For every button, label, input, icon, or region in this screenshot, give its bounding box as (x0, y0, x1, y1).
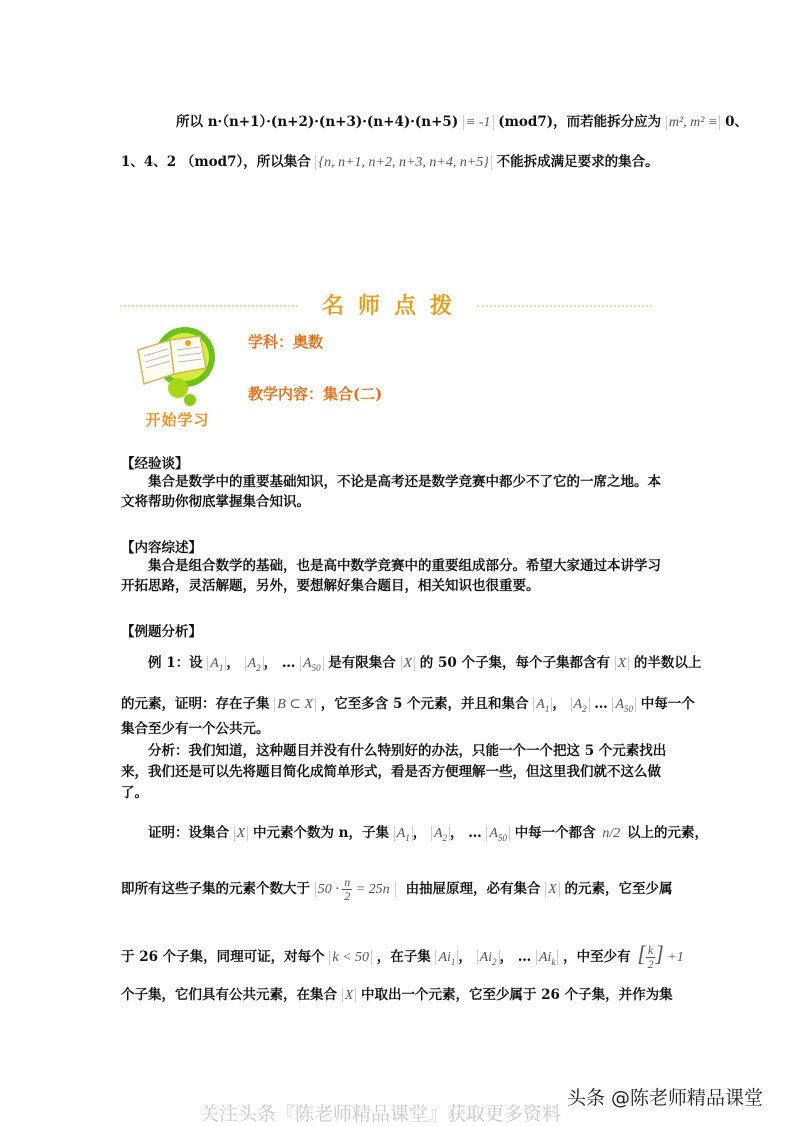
congruence-math: ≡ -1 (463, 115, 494, 130)
math-50-n-over-2: 50 · $\frac{n}{2} = 25n$ (315, 882, 396, 897)
text-segment: ，中至少有 (563, 949, 631, 965)
example-1-line-1 (148, 653, 701, 678)
math-X: X (342, 988, 357, 1003)
divider-right (477, 305, 652, 307)
top-line-1 (176, 112, 748, 133)
text-segment: ， (412, 825, 427, 841)
text-segment: … (468, 825, 482, 841)
text-segment: 以上的元素， (626, 825, 708, 841)
banner-title: 名师点拨 (322, 293, 467, 319)
math-A50: $A_{50}$ (486, 826, 510, 841)
text-segment: … (517, 949, 532, 965)
text-segment: 的元素，证明：存在子集 (121, 696, 270, 712)
math-Ai2: $Ai_2$ (477, 950, 500, 965)
text-segment: 中每一个都含 (514, 825, 596, 841)
example-1-line-2 (121, 694, 695, 719)
text-segment: ， (552, 696, 566, 712)
icon-caption: 开始学习 (145, 411, 210, 429)
analysis-line-1: 分析：我们知道，这种题目并没有什么特别好的办法，只能一个一个把这 5 个元素找出 (148, 743, 667, 759)
text-segment: ，它至多含 5 个元素，并且和集合 (320, 696, 529, 712)
text-segment: ， (499, 949, 514, 965)
start-learning-icon (130, 322, 225, 427)
text-segment: 0、 (725, 114, 749, 130)
math-Aik: $Ai_k$ (536, 950, 558, 965)
proof-line-2 (121, 872, 673, 907)
text-segment: 中每一个 (640, 696, 695, 712)
math-A2: $A_2$ (245, 656, 264, 671)
text-segment: … (281, 655, 296, 671)
math-A2: $A_2$ (431, 826, 450, 841)
math-X: X (401, 656, 416, 671)
experience-line-1: 集合是数学中的重要基础知识，不论是高考还是数学竞赛中都少不了它的一席之地。本 (148, 474, 661, 490)
footer-promo: 关注头条『陈老师精品课堂』获取更多资料 (200, 1103, 562, 1125)
text-segment: ，在子集 (376, 949, 431, 965)
math-A1: $A_1$ (207, 656, 226, 671)
text-segment: ， (450, 825, 464, 841)
math-A50: $A_{50}$ (300, 656, 324, 671)
section-heading-examples: 【例题分析】 (121, 624, 202, 640)
text-segment: 由抽屉原理，必有集合 (405, 881, 541, 897)
math-A1: $A_1$ (533, 697, 552, 712)
text-segment: 例 1：设 (148, 655, 203, 671)
product-expression: 所以 n·（n+1）·(n+2)·(n+3)·(n+4)·(n+5) (176, 114, 459, 130)
math-Ai1: $Ai_1$ (435, 950, 458, 965)
text-segment: ， (458, 949, 472, 965)
text-segment: (mod7)，而若能拆分应为 (498, 114, 662, 130)
text-segment: 1、4、2 （mod7），所以集合 (121, 154, 311, 170)
analysis-line-2: 来，我们还是可以先将题目简化成简单形式，看是否方便理解一些，但这里我们就不这么做 (121, 764, 661, 780)
divider-left (120, 305, 298, 307)
content-label: 教学内容：集合(二) (248, 385, 383, 403)
overview-line-1: 集合是组合数学的基础，也是高中数学竞赛中的重要组成部分。希望大家通过本讲学习 (148, 558, 661, 574)
text-segment: 的元素，它至少属 (564, 881, 673, 897)
math-A50: $A_{50}$ (612, 697, 636, 712)
set-math: {n, n+1, n+2, n+3, n+4, n+5} (315, 155, 491, 170)
analysis-line-3: 了。 (121, 785, 148, 801)
text-segment: 不能拆成满足要求的集合。 (496, 154, 659, 170)
math-floor-k-over-2-plus-1: [ $\frac{k}{2}] +1$ (637, 941, 684, 972)
text-segment: 个子集，它们具有公共元素，在集合 (121, 987, 337, 1003)
section-heading-experience: 【经验谈】 (121, 456, 189, 472)
section-heading-overview: 【内容综述】 (121, 540, 202, 556)
top-line-2 (121, 152, 659, 173)
proof-line-3 (121, 937, 686, 979)
book-icon (130, 322, 225, 407)
proof-line-4 (121, 985, 673, 1006)
overview-line-2: 开拓思路，灵活解题，另外，要想解好集合题目，相关知识也很重要。 (121, 578, 540, 594)
proof-line-1 (148, 823, 708, 848)
text-segment: 即所有这些子集的元素个数大于 (121, 881, 310, 897)
math-X: X (545, 882, 560, 897)
text-segment: 中元素个数为 n，子集 (252, 825, 389, 841)
math-n-over-2: n/2 (602, 826, 621, 841)
math-B-subset-X: B ⊂ X (274, 697, 316, 712)
math-X: X (234, 826, 249, 841)
text-segment: ， (226, 655, 240, 671)
text-segment: 证明：设集合 (148, 825, 229, 841)
text-segment: 中取出一个元素，它至少属于 26 个子集，并作为集 (360, 987, 673, 1003)
math-X: X (615, 656, 630, 671)
m-squared-math: m², m² ≡ (666, 115, 721, 130)
math-A2: $A_2$ (571, 697, 590, 712)
example-1-line-3: 集合至少有一个公共元。 (121, 721, 270, 737)
text-segment: … (594, 696, 608, 712)
math-k-lt-50: k < 50 (329, 950, 372, 965)
text-segment: 是有限集合 (328, 655, 396, 671)
text-segment: ， (263, 655, 278, 671)
experience-line-2: 文将帮助你彻底掌握集合知识。 (121, 494, 310, 510)
watermark: 头条 @陈老师精品课堂 (567, 1087, 764, 1109)
text-segment: 的 50 个子集，每个子集都含有 (419, 655, 610, 671)
math-A1: $A_1$ (394, 826, 413, 841)
text-segment: 的半数以上 (633, 655, 702, 671)
subject-label: 学科：奥数 (248, 333, 324, 351)
text-segment: 于 26 个子集，同理可证，对每个 (121, 949, 325, 965)
